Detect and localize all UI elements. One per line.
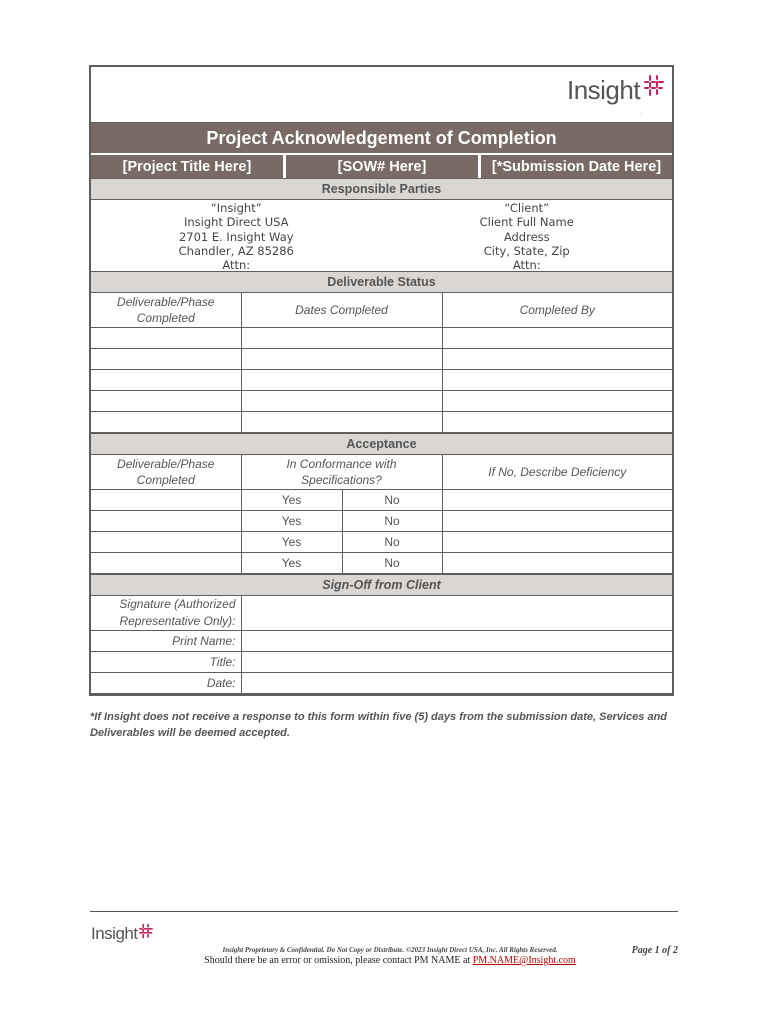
deficiency-cell[interactable] bbox=[442, 511, 672, 532]
deficiency-cell[interactable] bbox=[442, 490, 672, 511]
table-row bbox=[91, 412, 672, 433]
acceptance-table bbox=[91, 455, 672, 574]
section-acceptance: Acceptance bbox=[91, 433, 672, 455]
project-info-row bbox=[91, 155, 672, 178]
deliverable-cell[interactable] bbox=[91, 328, 241, 349]
deliverable-status-table bbox=[91, 293, 672, 433]
table-row bbox=[91, 328, 672, 349]
deliverable-cell[interactable] bbox=[91, 511, 241, 532]
deliverable-cell[interactable] bbox=[91, 532, 241, 553]
yes-option[interactable]: Yes bbox=[241, 511, 342, 532]
no-option[interactable]: No bbox=[342, 532, 442, 553]
insight-party bbox=[91, 200, 382, 271]
yes-option[interactable]: Yes bbox=[241, 490, 342, 511]
logo-registered-mark: . bbox=[640, 109, 642, 116]
client-name: Client Full Name bbox=[479, 215, 574, 230]
col-deliverable-phase: Deliverable/Phase Completed bbox=[91, 293, 241, 328]
completed-by-cell[interactable] bbox=[442, 349, 672, 370]
col-deficiency: If No, Describe Deficiency bbox=[442, 455, 672, 490]
table-row bbox=[91, 391, 672, 412]
signature-label: Signature (Authorized Representative Only): bbox=[91, 596, 241, 631]
deliverable-cell[interactable] bbox=[91, 391, 241, 412]
signature-field[interactable] bbox=[241, 596, 672, 631]
section-signoff: Sign-Off from Client bbox=[91, 574, 672, 596]
sow-number-field[interactable]: [SOW# Here] bbox=[286, 155, 481, 178]
no-option[interactable]: No bbox=[342, 490, 442, 511]
date-cell[interactable] bbox=[241, 391, 442, 412]
col-deliverable-phase: Deliverable/Phase Completed bbox=[91, 455, 241, 490]
col-conformance: In Conformance with Specifications? bbox=[241, 455, 442, 490]
deficiency-cell[interactable] bbox=[442, 553, 672, 574]
logo-wordmark: Insight bbox=[566, 75, 641, 105]
footer-logo-wordmark: Insight bbox=[91, 924, 138, 943]
signoff-row bbox=[91, 652, 672, 673]
deliverable-cell[interactable] bbox=[91, 370, 241, 391]
date-cell[interactable] bbox=[241, 349, 442, 370]
yes-option[interactable]: Yes bbox=[241, 532, 342, 553]
deliverable-cell[interactable] bbox=[91, 412, 241, 433]
footer-contact bbox=[160, 955, 620, 966]
section-deliverable-status: Deliverable Status bbox=[91, 271, 672, 293]
completed-by-cell[interactable] bbox=[442, 328, 672, 349]
deficiency-cell[interactable] bbox=[442, 532, 672, 553]
print-name-label: Print Name: bbox=[91, 631, 241, 652]
insight-party-label: “Insight” bbox=[210, 201, 262, 215]
acceptance-note: *If Insight does not receive a response to this form within five (5) days from the submission date, Services and Deliverables will be deemed accepted. bbox=[90, 711, 668, 739]
date-cell[interactable] bbox=[241, 412, 442, 433]
table-row bbox=[91, 349, 672, 370]
date-field[interactable] bbox=[241, 673, 672, 694]
client-attn: Attn: bbox=[512, 258, 541, 273]
client-city: City, State, Zip bbox=[483, 243, 570, 258]
date-cell[interactable] bbox=[241, 370, 442, 391]
pm-email-link[interactable]: PM.NAME@Insight.com bbox=[472, 955, 576, 966]
completed-by-cell[interactable] bbox=[442, 391, 672, 412]
submission-date-field[interactable]: [*Submission Date Here] bbox=[481, 155, 672, 178]
acknowledgement-form bbox=[89, 65, 674, 696]
table-row bbox=[91, 553, 672, 574]
deliverable-cell[interactable] bbox=[91, 553, 241, 574]
title-label: Title: bbox=[91, 652, 241, 673]
table-row bbox=[91, 490, 672, 511]
col-completed-by: Completed By bbox=[442, 293, 672, 328]
deliverable-cell[interactable] bbox=[91, 349, 241, 370]
page-number: Page 1 of 2 bbox=[631, 945, 678, 956]
table-row bbox=[91, 370, 672, 391]
responsible-parties bbox=[91, 200, 672, 271]
table-row bbox=[91, 511, 672, 532]
client-party bbox=[382, 200, 673, 271]
client-party-label: “Client” bbox=[504, 201, 550, 215]
print-name-field[interactable] bbox=[241, 631, 672, 652]
form-title: Project Acknowledgement of Completion bbox=[91, 123, 672, 155]
table-row bbox=[91, 532, 672, 553]
deliverable-cell[interactable] bbox=[91, 490, 241, 511]
title-field[interactable] bbox=[241, 652, 672, 673]
client-address: Address bbox=[503, 229, 550, 244]
signoff-row bbox=[91, 673, 672, 694]
date-cell[interactable] bbox=[241, 328, 442, 349]
insight-logo bbox=[567, 75, 664, 116]
insight-street: 2701 E. Insight Way bbox=[178, 229, 294, 244]
completed-by-cell[interactable] bbox=[442, 412, 672, 433]
signoff-row bbox=[91, 631, 672, 652]
footer-divider bbox=[90, 911, 678, 912]
footer-contact-prefix: Should there be an error or omission, please contact PM NAME at bbox=[204, 955, 473, 966]
footer-text bbox=[160, 946, 620, 966]
project-title-field[interactable]: [Project Title Here] bbox=[91, 155, 286, 178]
insight-hash-icon bbox=[644, 75, 664, 97]
footer-insight-hash-icon bbox=[139, 924, 153, 939]
signoff-table bbox=[91, 596, 672, 694]
completed-by-cell[interactable] bbox=[442, 370, 672, 391]
date-label: Date: bbox=[91, 673, 241, 694]
section-responsible-parties: Responsible Parties bbox=[91, 178, 672, 200]
signoff-row bbox=[91, 596, 672, 631]
yes-option[interactable]: Yes bbox=[241, 553, 342, 574]
insight-attn: Attn: bbox=[222, 258, 251, 273]
insight-city: Chandler, AZ 85286 bbox=[178, 243, 294, 258]
footer-confidential: Insight Proprietary & Confidential. Do Not Copy or Distribute. ©2023 Insight Direct USA, Inc. All Rights Reserved. bbox=[222, 946, 558, 954]
col-dates-completed: Dates Completed bbox=[241, 293, 442, 328]
footer-insight-logo bbox=[91, 924, 153, 944]
no-option[interactable]: No bbox=[342, 511, 442, 532]
logo-row bbox=[91, 67, 672, 123]
no-option[interactable]: No bbox=[342, 553, 442, 574]
insight-company: Insight Direct USA bbox=[183, 215, 289, 230]
